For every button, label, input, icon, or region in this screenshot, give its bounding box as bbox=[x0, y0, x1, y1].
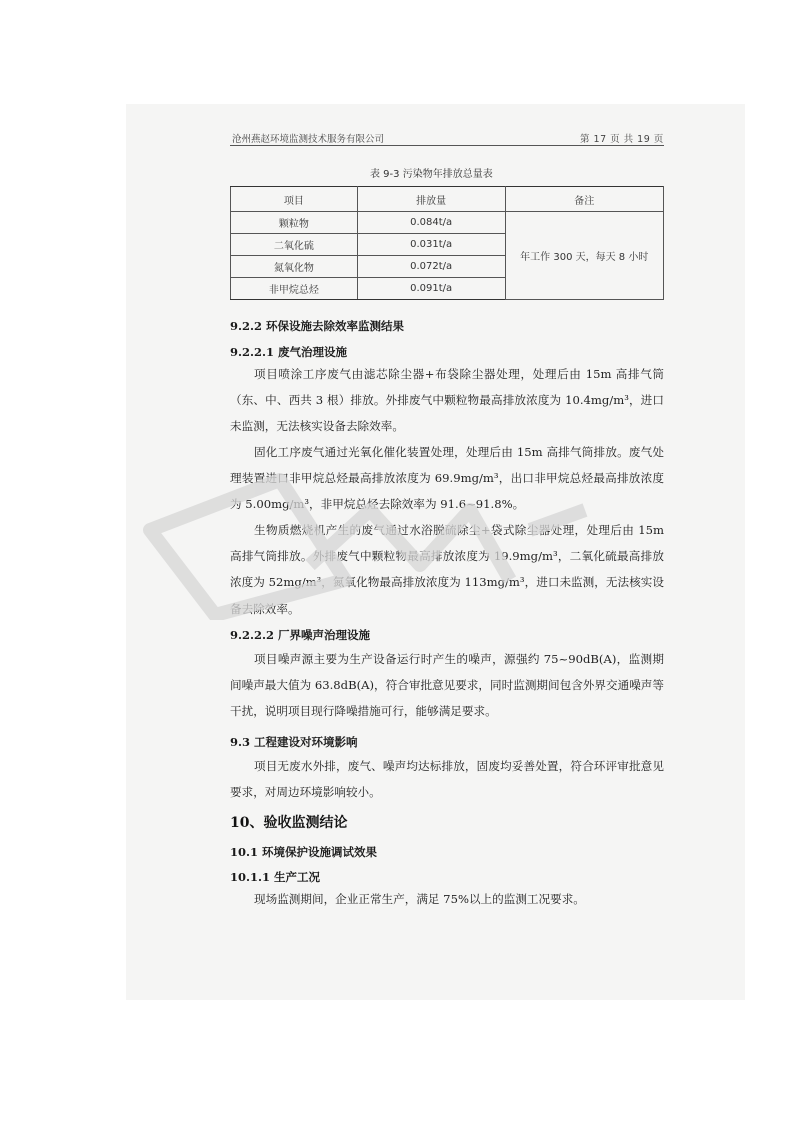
section-heading-10-1-1: 10.1.1 生产工况 bbox=[230, 870, 321, 884]
chapter-heading-10: 10、验收监测结论 bbox=[230, 815, 348, 831]
section-heading-9-3: 9.3 工程建设对环境影响 bbox=[230, 735, 358, 749]
cell-amount: 0.072t/a bbox=[357, 256, 505, 278]
column-header-amount: 排放量 bbox=[357, 187, 505, 212]
cell-item: 颗粒物 bbox=[231, 212, 358, 234]
cell-remark: 年工作 300 天，每天 8 小时 bbox=[505, 212, 663, 300]
table-header-row bbox=[231, 187, 664, 212]
emission-table bbox=[230, 186, 664, 300]
cell-amount: 0.091t/a bbox=[357, 278, 505, 300]
table-caption: 表 9-3 污染物年排放总量表 bbox=[370, 169, 493, 180]
section-heading-9-2-2: 9.2.2 环保设施去除效率监测结果 bbox=[230, 319, 405, 333]
header-page-number: 第 17 页 共 19 页 bbox=[580, 134, 664, 145]
paragraph-spray-coating: 项目喷涂工序废气由滤芯除尘器+布袋除尘器处理，处理后由 15m 高排气筒（东、中、西共 3 根）排放。外排废气中颗粒物最高排放浓度为 10.4mg/m³，进口未监测，无法核实设备去除效率。 bbox=[230, 367, 664, 434]
cell-item: 非甲烷总烃 bbox=[231, 278, 358, 300]
cell-amount: 0.031t/a bbox=[357, 234, 505, 256]
cell-item: 氮氧化物 bbox=[231, 256, 358, 278]
paragraph-noise: 项目噪声源主要为生产设备运行时产生的噪声，源强约 75~90dB(A)，监测期间噪声最大值为 63.8dB(A)，符合审批意见要求，同时监测期间包含外界交通噪声等干扰，说明项目现行降噪措施可行，能够满足要求。 bbox=[230, 652, 664, 719]
cell-amount: 0.084t/a bbox=[357, 212, 505, 234]
paragraph-production-condition: 现场监测期间，企业正常生产，满足 75%以上的监测工况要求。 bbox=[254, 892, 585, 906]
section-heading-9-2-2-1: 9.2.2.1 废气治理设施 bbox=[230, 345, 348, 359]
column-header-remark: 备注 bbox=[505, 187, 663, 212]
section-heading-9-2-2-2: 9.2.2.2 厂界噪声治理设施 bbox=[230, 628, 371, 642]
header-rule bbox=[230, 145, 664, 146]
paragraph-curing: 固化工序废气通过光氧化催化装置处理，处理后由 15m 高排气筒排放。废气处理装置进口非甲烷总烃最高排放浓度为 69.9mg/m³，出口非甲烷总烃最高排放浓度为 5.00mg/m³，非甲烷总烃去除效率为 91.6~91.8%。 bbox=[230, 445, 664, 512]
column-header-item: 项目 bbox=[231, 187, 358, 212]
section-heading-10-1: 10.1 环境保护设施调试效果 bbox=[230, 845, 378, 859]
paragraph-biomass-burner: 生物质燃烧机产生的废气通过水浴脱硫除尘+袋式除尘器处理，处理后由 15m 高排气筒排放。外排废气中颗粒物最高排放浓度为 19.9mg/m³，二氧化硫最高排放浓度为 52mg/m³，氮氧化物最高排放浓度为 113mg/m³，进口未监测，无法核实设备去除效率。 bbox=[230, 523, 664, 616]
paragraph-environmental-impact: 项目无废水外排，废气、噪声均达标排放，固废均妥善处置，符合环评审批意见要求，对周边环境影响较小。 bbox=[230, 759, 664, 800]
table-row bbox=[231, 212, 664, 234]
header-company: 沧州燕赵环境监测技术服务有限公司 bbox=[232, 134, 385, 145]
cell-item: 二氧化硫 bbox=[231, 234, 358, 256]
